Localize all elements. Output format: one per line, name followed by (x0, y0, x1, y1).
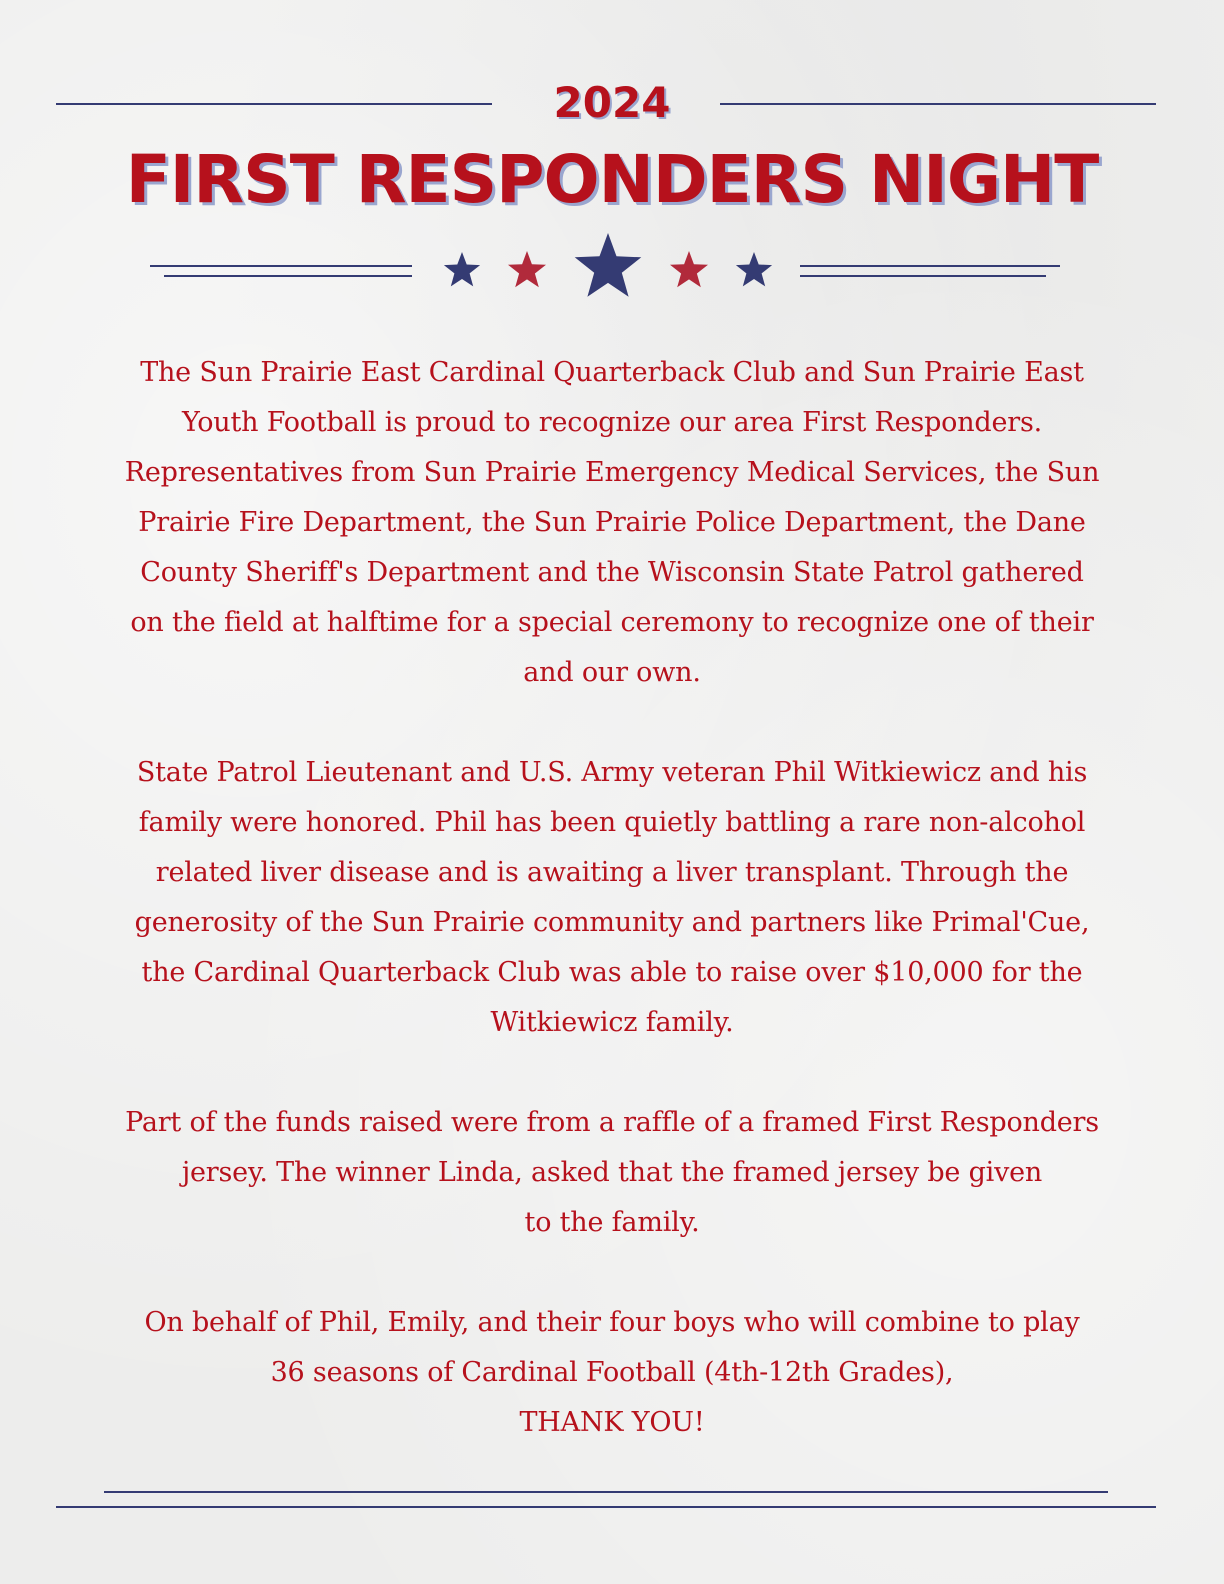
text-line: jersey. The winner Linda, asked that the framed jersey be given (181, 1157, 1043, 1188)
text-line: related liver disease and is awaiting a liver transplant. Through the (155, 857, 1069, 888)
text-line: 36 seasons of Cardinal Football (4th-12th Grades), (270, 1357, 954, 1388)
text-line: Part of the funds raised were from a raffle of a framed First Responders (125, 1107, 1099, 1138)
star-icon (444, 252, 480, 286)
divider-rules-left (150, 266, 412, 276)
text-line: Representatives from Sun Prairie Emergency Medical Services, the Sun (124, 457, 1100, 488)
bottom-rule-upper (104, 1491, 1108, 1493)
text-line: The Sun Prairie East Cardinal Quarterback Club and Sun Prairie East (140, 357, 1084, 388)
text-line: to the family. (524, 1207, 700, 1238)
text-line: and our own. (523, 657, 701, 688)
bottom-rule-lower (56, 1506, 1156, 1508)
paragraph-honoree (56, 748, 1168, 1048)
star-icon (670, 251, 708, 287)
article-body (56, 348, 1168, 1448)
divider-rules-right (800, 266, 1060, 276)
text-line: family were honored. Phil has been quietly battling a rare non-alcohol (138, 807, 1086, 838)
paragraph-intro (56, 348, 1168, 698)
event-title: FIRST RESPONDERS NIGHT (125, 141, 1099, 218)
text-line: On behalf of Phil, Emily, and their four boys who will combine to play (144, 1307, 1080, 1338)
paragraph-raffle (56, 1098, 1168, 1248)
text-line: Witkiewicz family. (490, 1007, 734, 1038)
text-line: Prairie Fire Department, the Sun Prairie Police Department, the Dane (138, 507, 1086, 538)
text-line: State Patrol Lieutenant and U.S. Army veteran Phil Witkiewicz and his (136, 757, 1088, 788)
text-line: THANK YOU! (519, 1407, 705, 1438)
text-line: Youth Football is proud to recognize our area First Responders. (181, 407, 1043, 438)
stars-divider (150, 228, 1074, 312)
event-year: 2024 (553, 78, 671, 127)
paragraph-thanks (56, 1298, 1168, 1448)
text-line: on the field at halftime for a special ceremony to recognize one of their (130, 607, 1094, 638)
star-icon (508, 251, 546, 287)
star-icon (575, 233, 642, 297)
star-icon (736, 252, 772, 286)
text-line: generosity of the Sun Prairie community and partners like Primal'Cue, (134, 907, 1090, 938)
text-line: the Cardinal Quarterback Club was able to raise over $10,000 for the (141, 957, 1083, 988)
text-line: County Sheriff's Department and the Wisconsin State Patrol gathered (140, 557, 1084, 588)
